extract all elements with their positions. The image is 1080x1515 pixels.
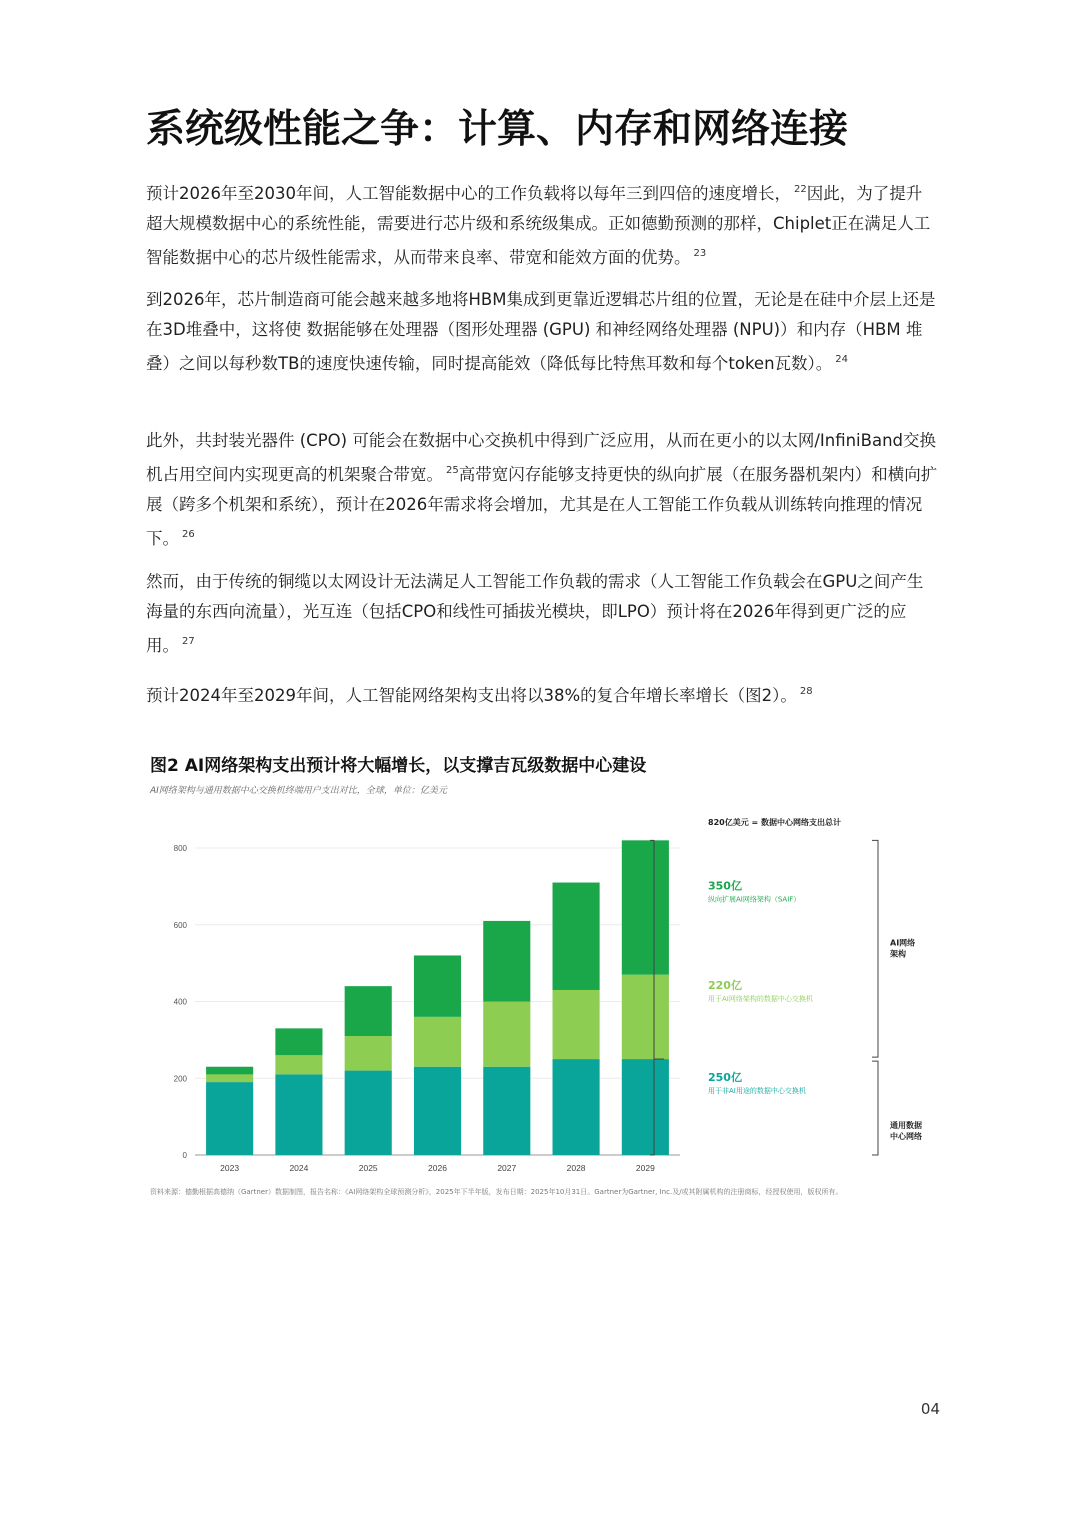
y-tick-label: 400	[173, 997, 187, 1007]
footnote-ref[interactable]: 24	[835, 354, 849, 365]
chart-bars	[206, 840, 669, 1155]
paragraph-3	[146, 426, 938, 554]
segment-value-label: 220亿	[708, 978, 742, 992]
y-axis-ticks	[174, 844, 188, 1160]
general-bracket-label: 通用数据	[890, 1121, 922, 1131]
chart-annotations	[650, 817, 922, 1155]
general-bracket	[872, 1061, 878, 1155]
x-tick-label: 2026	[428, 1163, 447, 1173]
x-tick-label: 2025	[358, 1163, 378, 1173]
footnote-ref[interactable]: 26	[182, 529, 195, 540]
ai-bracket-label: AI网络	[890, 938, 916, 948]
figure-source: 资料来源：德勤根据高德纳（Gartner）数据制图，报告名称：《AI网络架构全球预测分析》，2025年下半年版，发布日期：2025年10月31日。Gartner为Gartner, Inc.及/或其附属机构的注册商标，经授权使用，版权所有。	[150, 1188, 843, 1196]
footnote-ref[interactable]: 25	[446, 465, 459, 476]
y-tick-label: 600	[173, 920, 187, 930]
paragraph-4	[146, 567, 938, 661]
segment-desc-label: 用于AI网络架构的数据中心交换机	[708, 994, 813, 1003]
x-tick-label: 2027	[497, 1163, 517, 1173]
bar-segment	[275, 1055, 322, 1074]
footnote-ref[interactable]: 28	[799, 686, 813, 697]
bar-segment	[345, 1036, 392, 1071]
paragraph-text: 预计2026年至2030年间，人工智能数据中心的工作负载将以每年三到四倍的速度增长，	[146, 184, 791, 203]
bar-segment	[483, 1067, 530, 1155]
figure-subtitle: AI网络架构与通用数据中心交换机终端用户支出对比，全球，单位：亿美元	[150, 786, 447, 796]
bar-segment	[622, 1059, 669, 1155]
bar-segment	[483, 1002, 530, 1067]
segment-desc-label: 用于非AI用途的数据中心交换机	[708, 1087, 806, 1096]
bar-segment	[553, 1059, 600, 1155]
segment-desc-label: 纵向扩展AI网络架构（SAIF）	[708, 895, 801, 904]
bar-segment	[414, 1017, 461, 1067]
bar-segment	[275, 1074, 322, 1155]
x-tick-label: 2024	[289, 1163, 309, 1173]
bar-segment	[414, 955, 461, 1016]
y-tick-label: 800	[173, 844, 187, 853]
total-label: 820亿美元 = 数据中心网络支出总计	[708, 818, 841, 827]
segment-value-label: 250亿	[708, 1071, 742, 1085]
footnote-ref[interactable]: 27	[182, 636, 195, 647]
paragraph-5	[146, 677, 938, 711]
stacked-bar-chart	[140, 808, 940, 1178]
paragraph-1	[146, 175, 938, 273]
bar-segment	[206, 1067, 253, 1075]
paragraph-text: 高带宽闪存能够支持更快的纵向扩展（在服务器机架内）和横向扩展（跨多个机架和系统），预计在2026年需求将会增加，尤其是在人工智能工作负载从训练转向推理的情况下。	[146, 465, 938, 548]
bar-segment	[553, 883, 600, 990]
paragraph-text: 预计2024年至2029年间，人工智能网络架构支出将以38%的复合年增长率增长（图2）。	[146, 686, 797, 705]
bar-segment	[275, 1028, 322, 1055]
general-bracket-label: 中心网络	[890, 1132, 922, 1142]
bar-segment	[414, 1067, 461, 1155]
y-tick-label: 200	[173, 1074, 187, 1084]
bar-segment	[483, 921, 530, 1002]
bar-segment	[553, 990, 600, 1059]
x-tick-label: 2028	[566, 1163, 586, 1173]
bar-segment	[622, 975, 669, 1059]
paragraph-text: 到2026年，芯片制造商可能会越来越多地将HBM集成到更靠近逻辑芯片组的位置，无论是在硅中介层上还是在3D堆叠中，这将使 数据能够在处理器（图形处理器 (GPU) 和神经网络处理器 (NPU)）和内存（HBM 堆叠）之间以每秒数TB的速度快速传输，同时提高能效（降低每比特焦耳数和每个token瓦数）。	[146, 290, 936, 373]
paragraph-text: 因此，为了提升超大规模数据中心的系统性能，需要进行芯片级和系统级集成。正如德勤预测的那样，Chiplet正在满足人工智能数据中心的芯片级性能需求，从而带来良率、带宽和能效方面的优势。	[146, 184, 931, 267]
bar-segment	[622, 840, 669, 974]
paragraph-2	[146, 285, 938, 379]
paragraph-text: 此外，共封装光器件 (CPO) 可能会在数据中心交换机中得到广泛应用，从而在更小的以太网/InfiniBand交换机占用空间内实现更高的机架聚合带宽。	[146, 431, 937, 484]
bar-segment	[345, 1071, 392, 1155]
page-number: 04	[920, 1400, 940, 1418]
x-tick-label: 2029	[635, 1163, 655, 1173]
paragraph-text: 然而，由于传统的铜缆以太网设计无法满足人工智能工作负载的需求（人工智能工作负载会在GPU之间产生海量的东西向流量），光互连（包括CPO和线性可插拔光模块，即LPO）预计将在2026年得到更广泛的应用。	[146, 572, 924, 655]
page-title: 系统级性能之争：计算、内存和网络连接	[146, 107, 849, 152]
y-tick-label: 0	[182, 1151, 187, 1160]
bar-segment	[206, 1082, 253, 1155]
segment-value-label: 350亿	[708, 879, 742, 893]
x-axis-ticks	[220, 1163, 655, 1173]
bar-segment	[345, 986, 392, 1036]
footnote-ref[interactable]: 23	[693, 248, 707, 259]
figure-title: 图2 AI网络架构支出预计将大幅增长，以支撑吉瓦级数据中心建设	[150, 756, 647, 776]
ai-bracket	[872, 840, 878, 1057]
ai-bracket-label: 架构	[890, 949, 906, 959]
bar-segment	[206, 1074, 253, 1082]
footnote-ref[interactable]: 22	[793, 184, 807, 195]
x-tick-label: 2023	[220, 1163, 240, 1173]
